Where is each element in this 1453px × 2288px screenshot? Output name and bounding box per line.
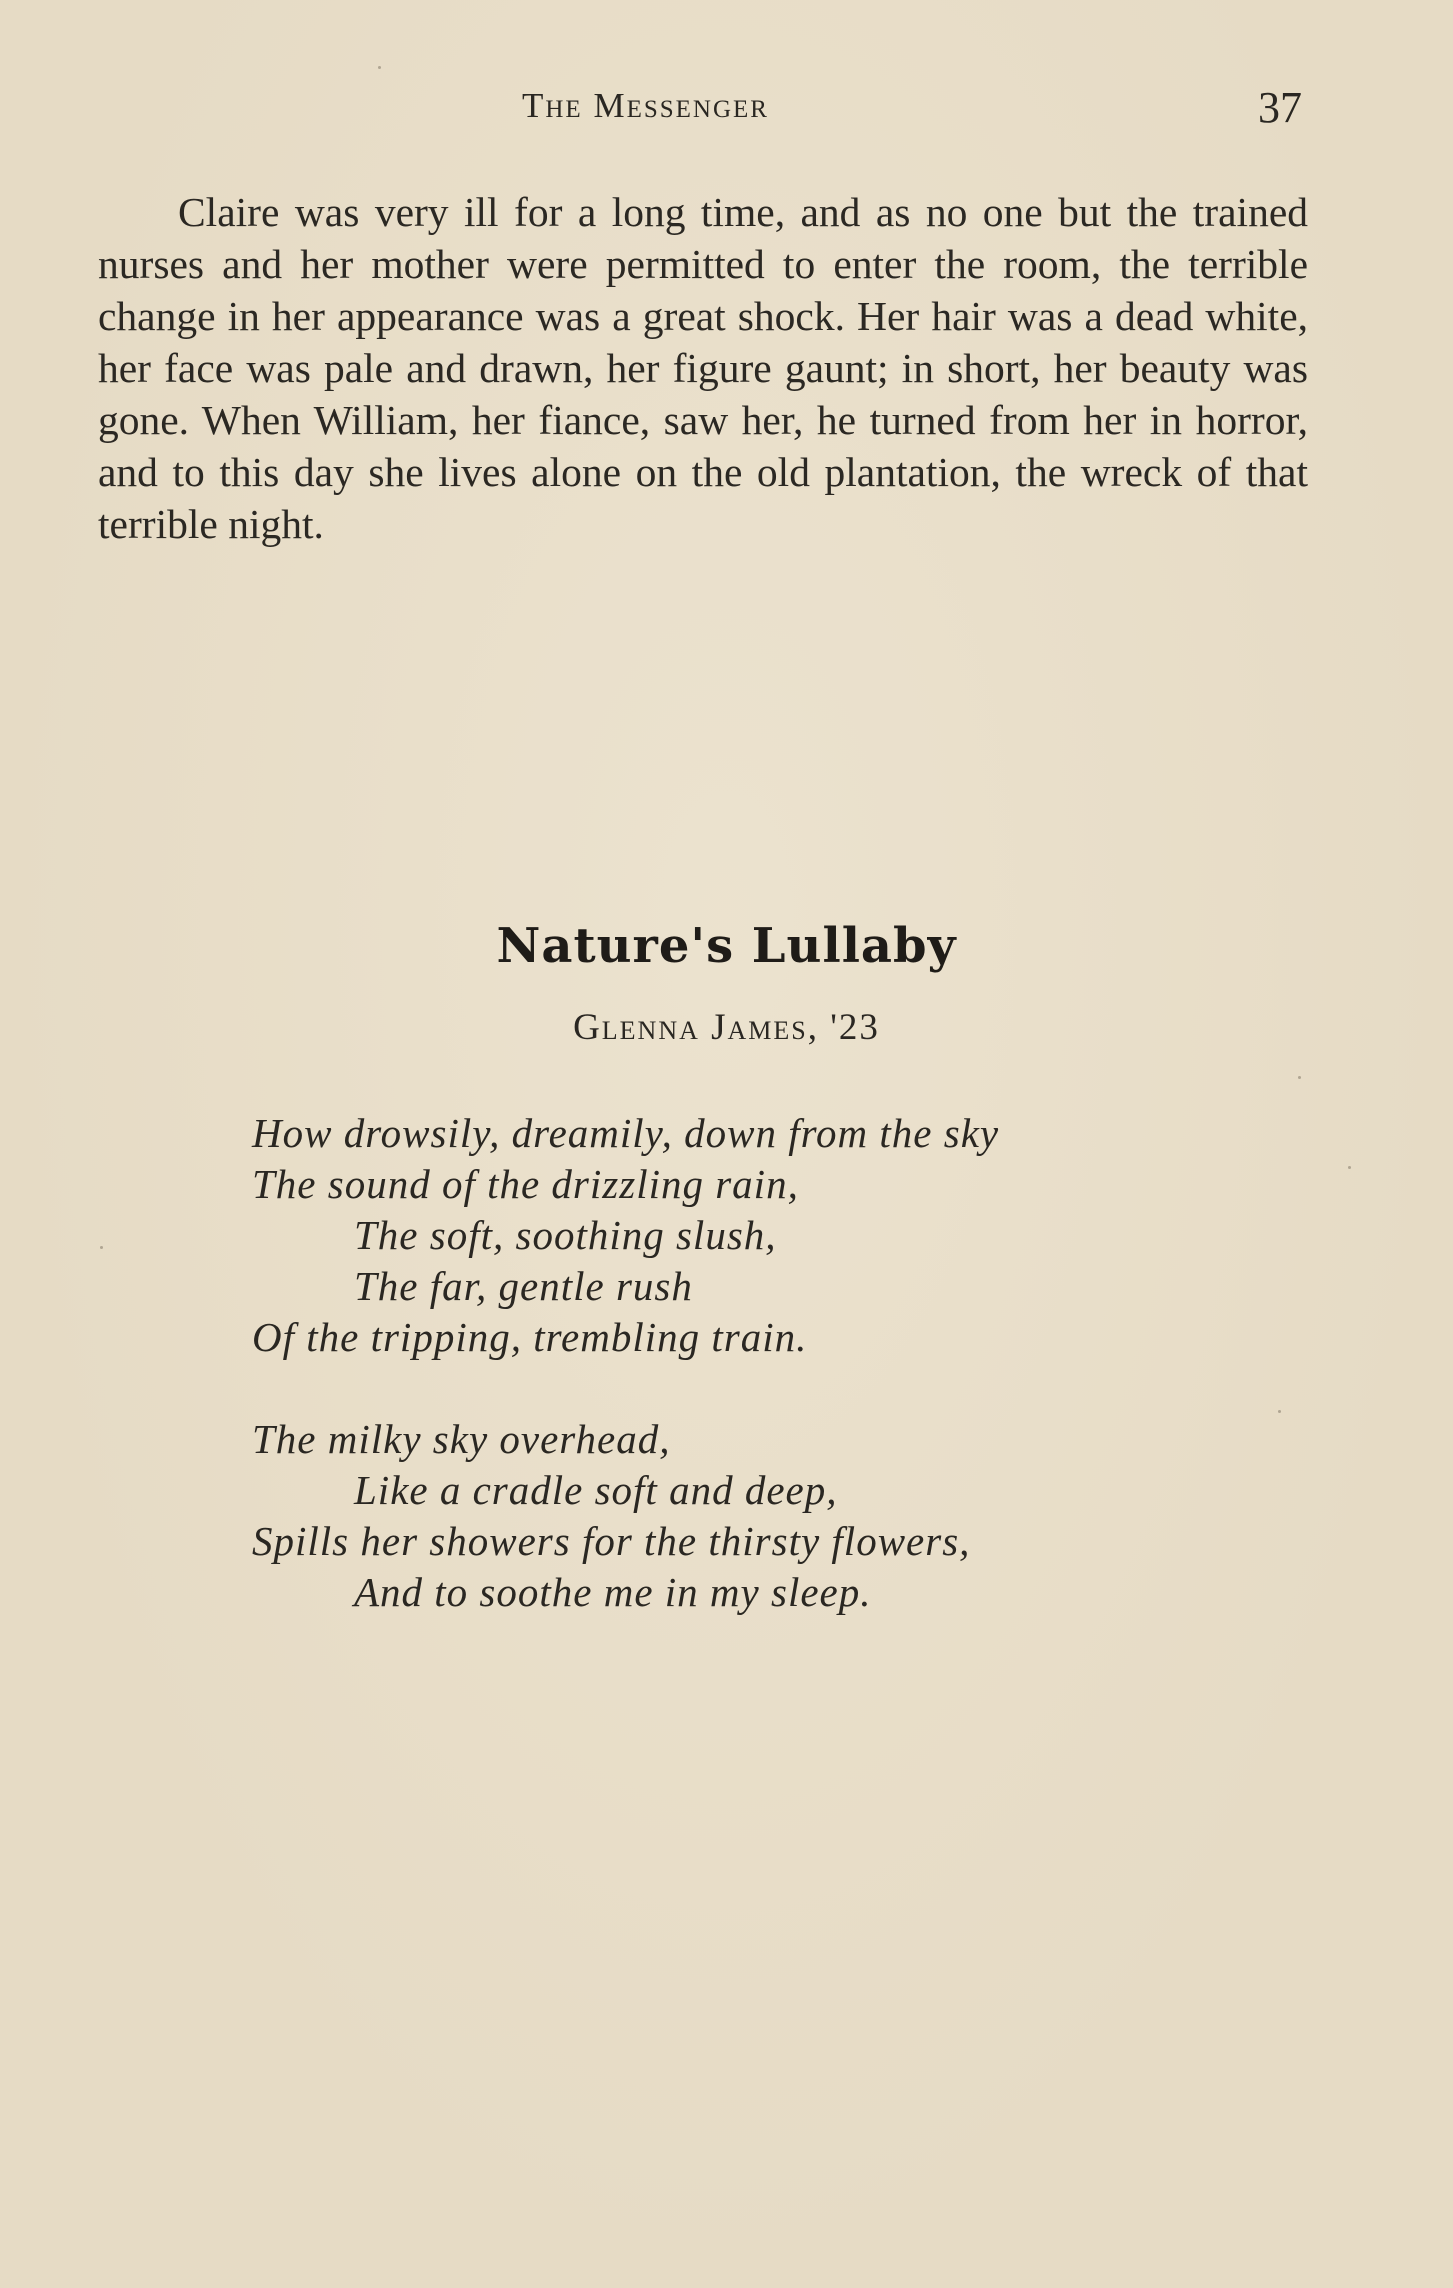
page-number: 37 xyxy=(1258,83,1302,132)
prose-paragraph: Claire was very ill for a long time, and as no one but the trained nurses and her mother were permitted to enter the room, the terrible change in her appearance was a great shock. Her hair was a dead white, her face was pale and drawn, her figure gaunt; in short, her beauty was gone. When William, her fiance, saw her, he turned from her in horror, and to this day she lives alone on the old plantation, the wreck of that terrible night. xyxy=(98,189,1308,547)
poem-line: Spills her showers for the thirsty flowers, xyxy=(252,1518,971,1564)
poem-line: Of the tripping, trembling train. xyxy=(252,1314,808,1360)
poem-stanza xyxy=(252,1108,1252,1363)
paper-speck xyxy=(1298,1076,1301,1079)
paper-speck xyxy=(1348,1166,1351,1169)
poem-stanza xyxy=(252,1414,1252,1618)
poem-line: How drowsily, dreamily, down from the sky xyxy=(252,1110,1000,1156)
running-head xyxy=(0,83,1453,146)
paper-speck xyxy=(1278,1410,1281,1413)
poem-title: Nature's Lullaby xyxy=(496,918,957,974)
prose-section xyxy=(98,186,1308,550)
poem-author: Glenna James, '23 xyxy=(573,1007,880,1048)
poem-line: The soft, soothing slush, xyxy=(354,1212,777,1258)
poem-line: The milky sky overhead, xyxy=(252,1416,671,1462)
poem-line: And to soothe me in my sleep. xyxy=(354,1569,872,1615)
paper-speck xyxy=(378,66,381,69)
poem-body xyxy=(252,1108,1252,1669)
running-title: The Messenger xyxy=(522,86,769,125)
paper-speck xyxy=(100,1246,103,1249)
poem-line: The far, gentle rush xyxy=(354,1263,693,1309)
poem-line: The sound of the drizzling rain, xyxy=(252,1161,799,1207)
poem-line: Like a cradle soft and deep, xyxy=(354,1467,838,1513)
